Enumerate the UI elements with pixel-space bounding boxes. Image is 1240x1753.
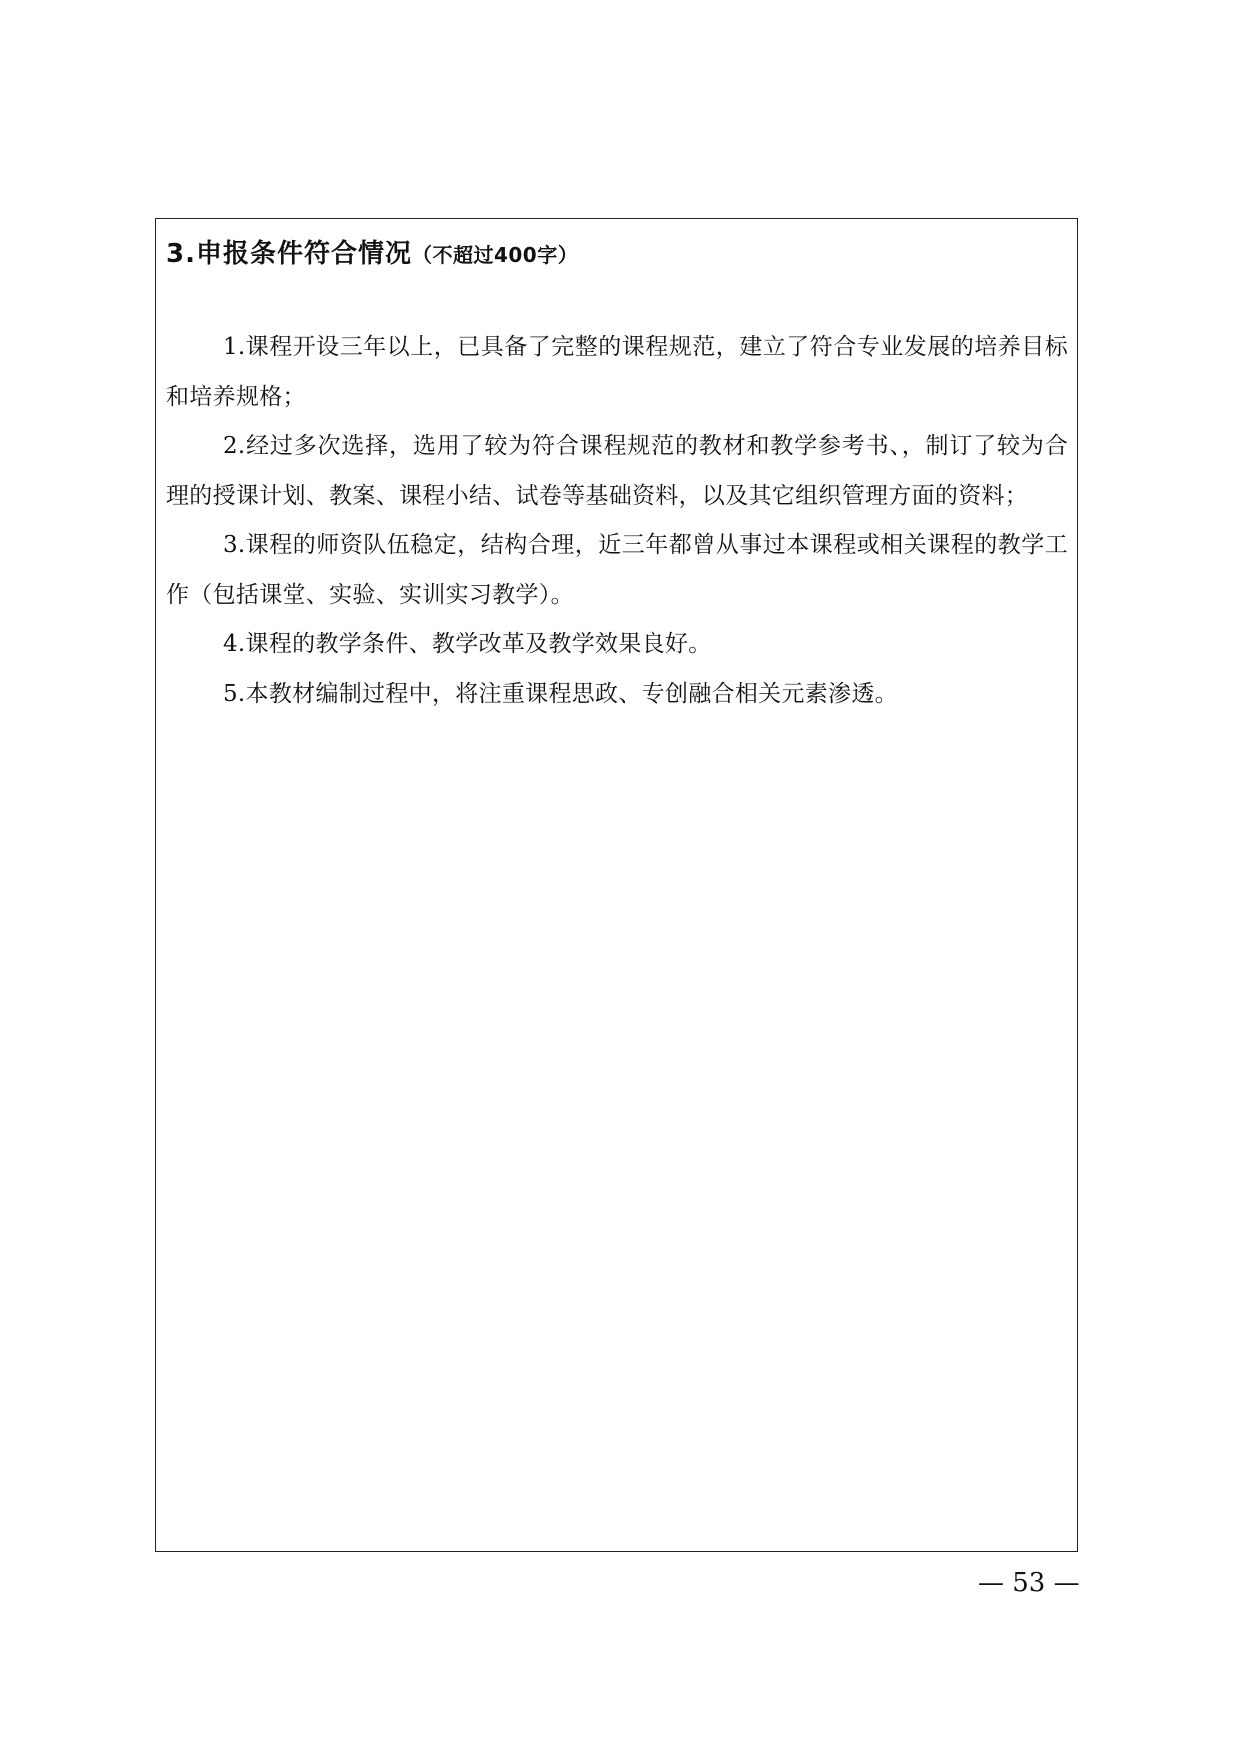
- section-content: [166, 323, 1068, 719]
- section-title: [166, 236, 578, 273]
- condition-paragraph-5: 5.本教材编制过程中，将注重课程思政、专创融合相关元素渗透。: [223, 680, 898, 707]
- section-title-text: 3.申报条件符合情况: [166, 239, 412, 269]
- condition-paragraph-2: 2.经过多次选择，选用了较为符合课程规范的教材和教学参考书、，制订了较为合理的授课计划、教案、课程小结、试卷等基础资料，以及其它组织管理方面的资料；: [166, 433, 1068, 509]
- page-number: — 53 —: [978, 1568, 1080, 1598]
- word-limit-note: （不超过400字）: [411, 243, 579, 267]
- condition-paragraph-4: 4.课程的教学条件、教学改革及教学效果良好。: [223, 631, 712, 657]
- condition-paragraph-3: 3.课程的师资队伍稳定，结构合理，近三年都曾从事过本课程或相关课程的教学工作（包括课堂、实验、实训实习教学）。: [166, 532, 1068, 608]
- condition-paragraph-1: 1.课程开设三年以上，已具备了完整的课程规范，建立了符合专业发展的培养目标和培养规格；: [166, 334, 1068, 410]
